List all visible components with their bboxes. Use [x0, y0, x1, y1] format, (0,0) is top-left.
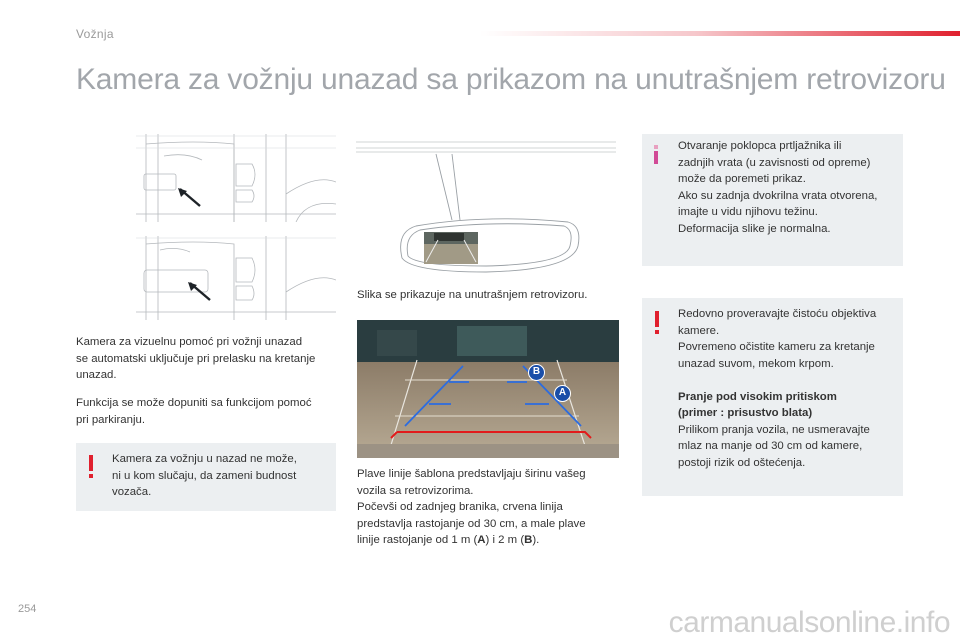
- info-text: [678, 138, 877, 237]
- info-line: može da poremeti prikaz.: [678, 173, 806, 185]
- description-line: Plave linije šablona predstavljaju širinu vašeg: [357, 468, 586, 480]
- info-line: imajte u vidu njihovu težinu.: [678, 206, 818, 218]
- info-icon: [654, 145, 658, 162]
- intro-line: se automatski uključuje pri prelasku na kretanje: [76, 352, 316, 365]
- maintenance-warning-text: [678, 306, 876, 471]
- warning-line: mlaz na manje od 30 cm od kamere,: [678, 440, 863, 452]
- description-line: predstavlja rastojanje od 30 cm, a male plave: [357, 517, 586, 530]
- warning-line: Redovno proveravajte čistoću objektiva: [678, 308, 877, 320]
- camera-view-image: [357, 320, 619, 458]
- warning-line: Povremeno očistite kameru za kretanje: [678, 341, 875, 353]
- pressure-wash-heading: Pranje pod visokim pritiskom: [678, 390, 837, 403]
- description-line: vozila sa retrovizorima.: [357, 484, 474, 497]
- page-title: Kamera za vožnju unazad sa prikazom na unutrašnjem retrovizoru: [76, 63, 946, 96]
- marker-b-badge: B: [528, 364, 545, 381]
- distance-marker-b: B: [524, 534, 533, 546]
- intro-line: unazad.: [76, 369, 117, 381]
- section-label: Vožnja: [76, 27, 114, 41]
- warning-line: Kamera za vožnju u nazad ne može,: [112, 453, 297, 465]
- description-line: Počevši od zadnjeg branika, crvena linija: [357, 501, 563, 513]
- description-line: [357, 532, 586, 549]
- warning-line: ni u kom slučaju, da zameni budnost: [112, 469, 297, 482]
- warning-exclamation-icon: [89, 455, 93, 471]
- info-line: zadnjih vrata (u zavisnosti od opreme): [678, 156, 871, 169]
- intro-paragraph: [76, 334, 315, 384]
- info-line: Otvaranje poklopca prtljažnika ili: [678, 140, 842, 152]
- description-fragment: ) i 2 m (: [485, 534, 525, 546]
- description-fragment: ).: [532, 534, 540, 546]
- watermark: carmanualsonline.info: [668, 606, 950, 639]
- warning-exclamation-icon: [655, 311, 659, 327]
- pressure-wash-subheading: (primer : prisustvo blata): [678, 407, 813, 419]
- page-number: 254: [18, 603, 37, 615]
- parking-aid-paragraph: [76, 395, 312, 428]
- warning-line: unazad suvom, mekom krpom.: [678, 357, 834, 370]
- distance-marker-a: A: [477, 534, 486, 546]
- vehicle-rear-illustration-2: [136, 236, 336, 320]
- warning-line: vozača.: [112, 486, 152, 498]
- info-line: Deformacija slike je normalna.: [678, 222, 831, 235]
- parking-aid-line: pri parkiranju.: [76, 413, 146, 426]
- warning-line: kamere.: [678, 324, 720, 337]
- mirror-caption: Slika se prikazuje na unutrašnjem retrovizoru.: [357, 289, 588, 301]
- marker-a-badge: A: [554, 385, 571, 402]
- warning-line: postoji rizik od oštećenja.: [678, 456, 806, 469]
- intro-line: Kamera za vizuelnu pomoć pri vožnji unazad: [76, 336, 303, 348]
- description-fragment: linije rastojanje od 1 m (: [357, 534, 478, 546]
- guide-lines-description: [357, 466, 586, 549]
- parking-aid-line: Funkcija se može dopuniti sa funkcijom pomoć: [76, 397, 312, 409]
- header-accent-bar: [480, 31, 960, 36]
- warning-line: Prilikom pranja vozila, ne usmeravajte: [678, 423, 870, 436]
- rearview-mirror-illustration: [356, 134, 616, 280]
- vigilance-warning-text: [112, 451, 297, 501]
- info-line: Ako su zadnja dvokrilna vrata otvorena,: [678, 189, 878, 202]
- vehicle-rear-illustration-1: [136, 134, 336, 222]
